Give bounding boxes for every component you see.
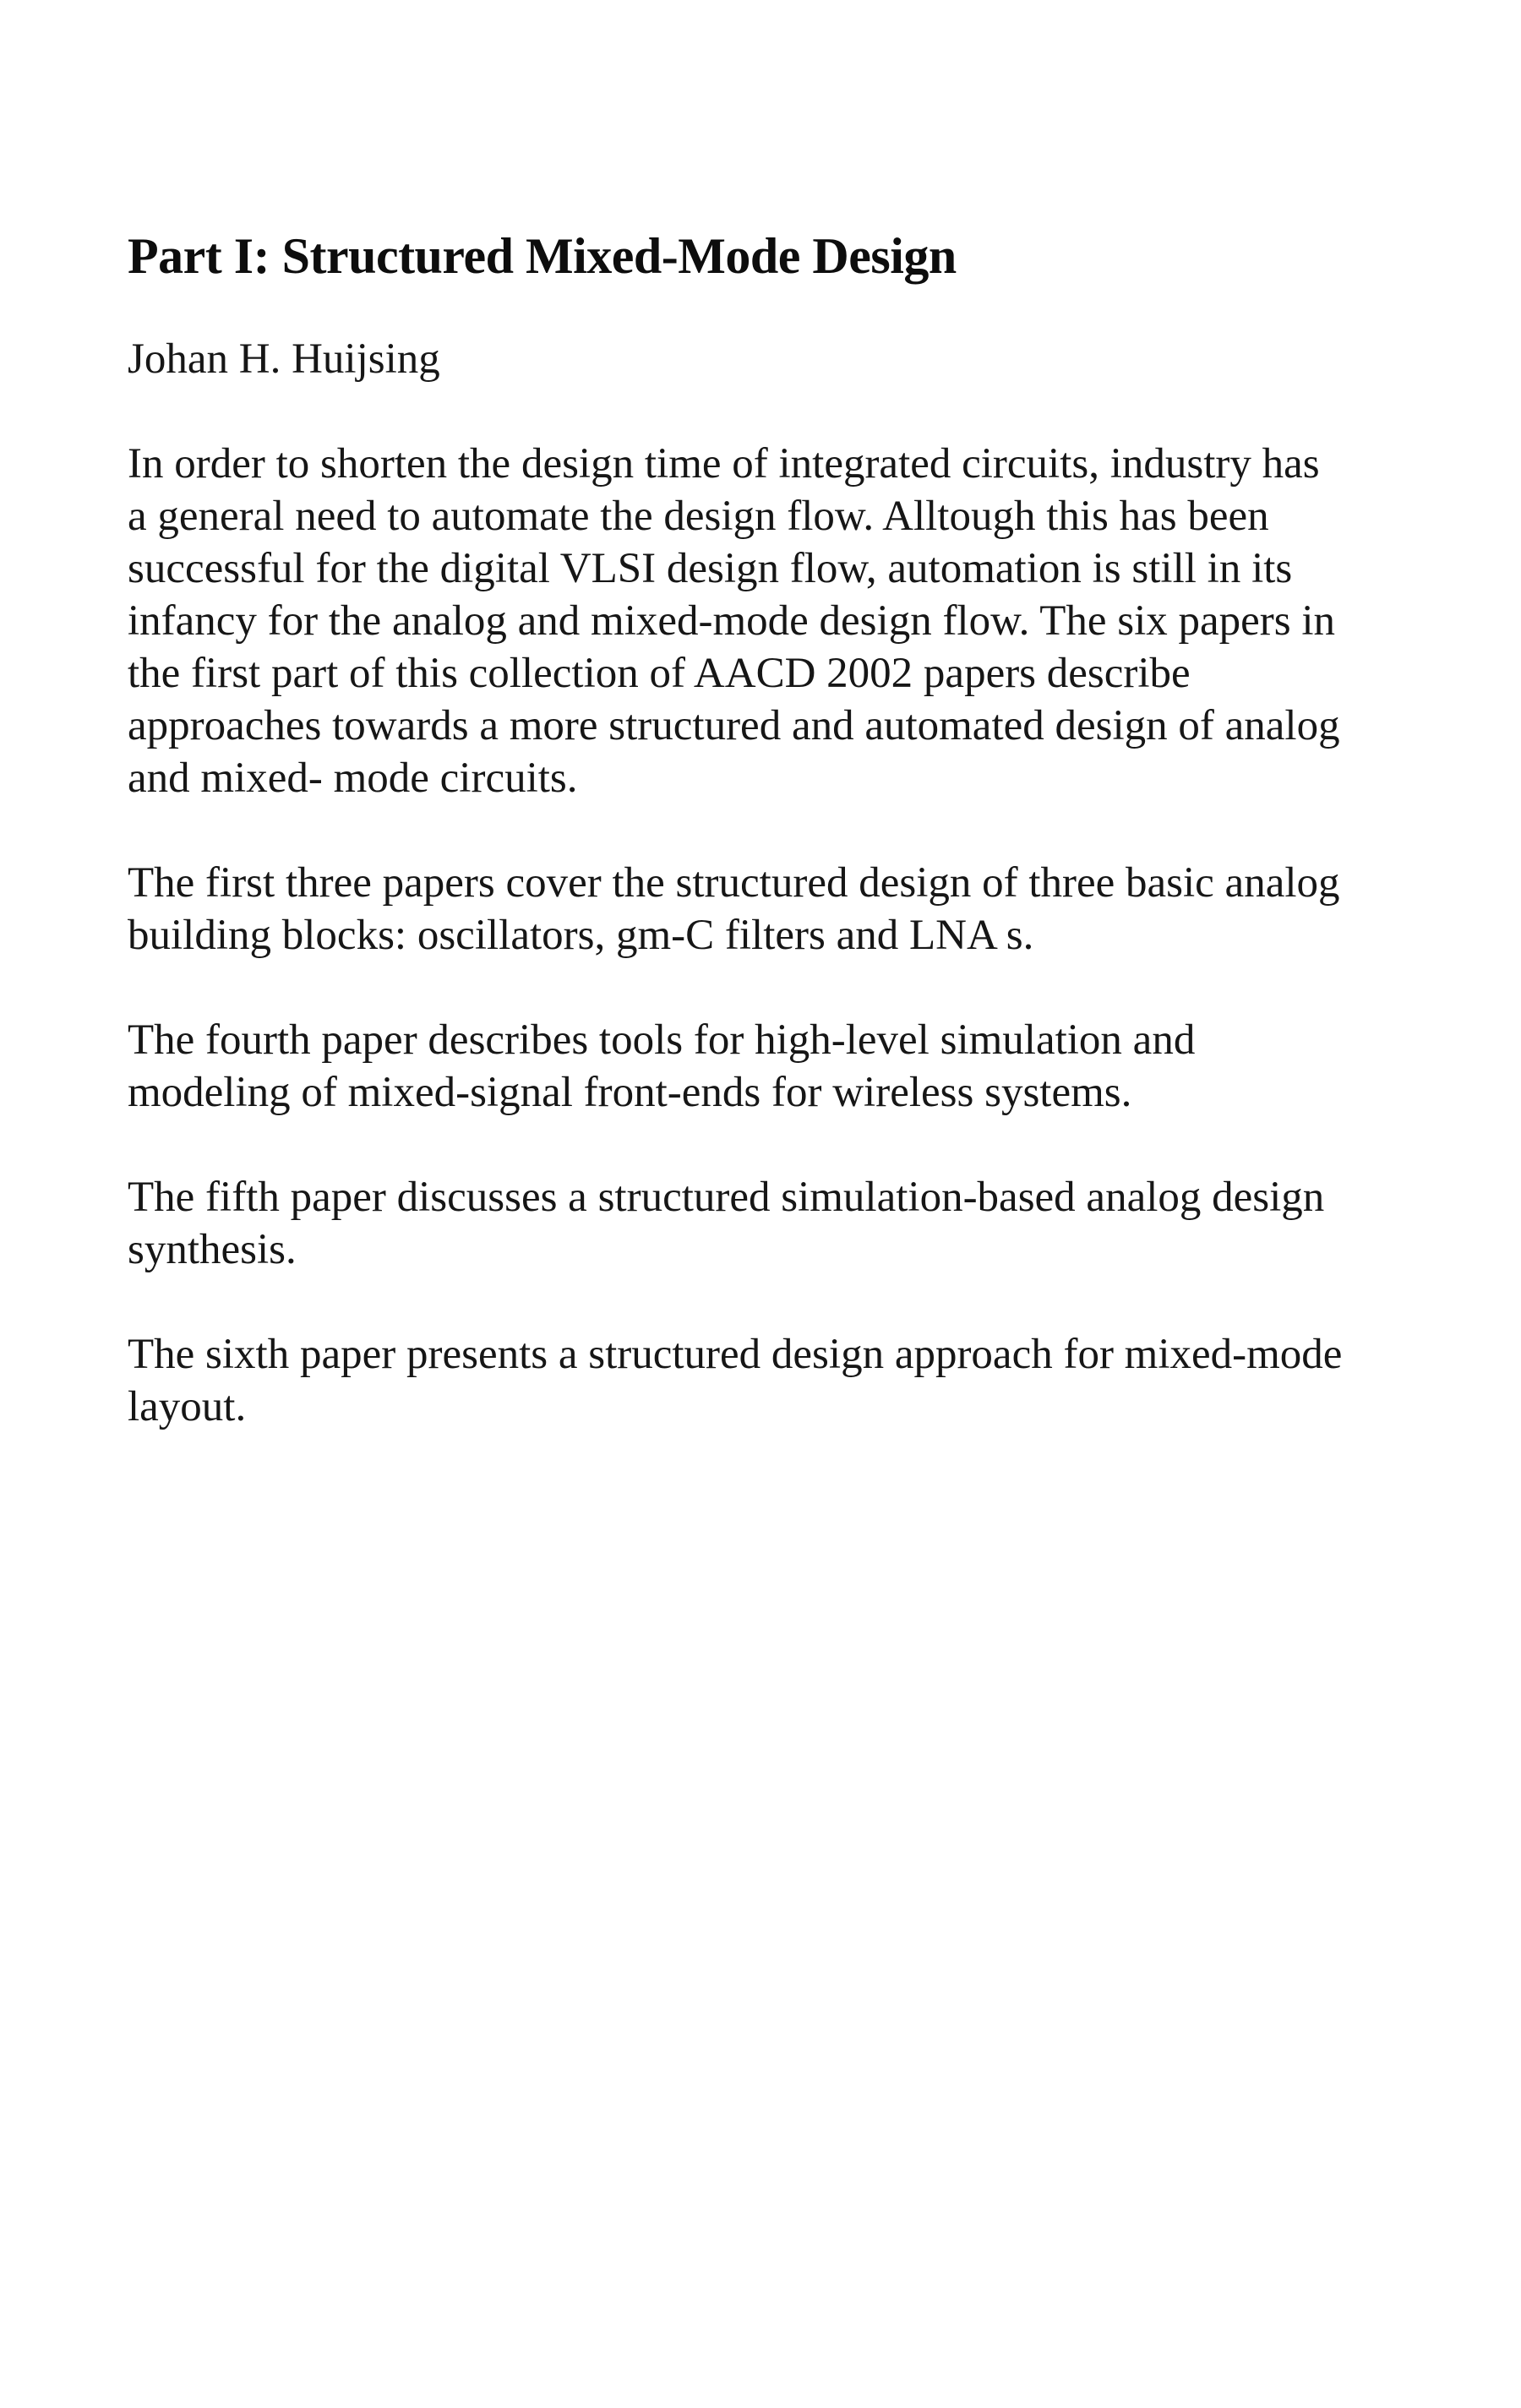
paragraph-line: The fifth paper discusses a structured simulation-based analog design (128, 1174, 1325, 1221)
paragraph-sixth-paper (128, 1328, 1378, 1433)
paragraph-line: infancy for the analog and mixed-mode design flow. The six papers in (128, 597, 1336, 645)
paragraph-line: layout. (128, 1383, 247, 1430)
paragraph-line: building blocks: oscillators, gm-C filters and LNA s. (128, 912, 1034, 959)
paragraph-intro (128, 438, 1378, 804)
paragraph-fourth-paper (128, 1014, 1378, 1119)
paragraph-line: The first three papers cover the structured design of three basic analog (128, 859, 1340, 907)
paragraph-line: synthesis. (128, 1226, 297, 1273)
part-title: Part I: Structured Mixed-Mode Design (128, 228, 957, 284)
paragraph-line: successful for the digital VLSI design flow, automation is still in its (128, 545, 1293, 592)
paragraph-line: The fourth paper describes tools for high-level simulation and (128, 1016, 1196, 1064)
paragraph-line: the first part of this collection of AACD 2002 papers describe (128, 650, 1191, 697)
paragraph-line: modeling of mixed-signal front-ends for wireless systems. (128, 1069, 1132, 1116)
author-name: Johan H. Huijsing (128, 335, 440, 383)
paragraph-fifth-paper (128, 1171, 1378, 1276)
page-content (128, 226, 1378, 1433)
paragraph-line: a general need to automate the design flow. Alltough this has been (128, 493, 1269, 540)
paragraph-line: and mixed- mode circuits. (128, 755, 578, 802)
paragraph-line: In order to shorten the design time of integrated circuits, industry has (128, 440, 1320, 488)
paragraph-line: The sixth paper presents a structured design approach for mixed-mode (128, 1331, 1343, 1378)
paragraph-line: approaches towards a more structured and automated design of analog (128, 702, 1340, 749)
paragraph-first-three-papers (128, 857, 1378, 962)
